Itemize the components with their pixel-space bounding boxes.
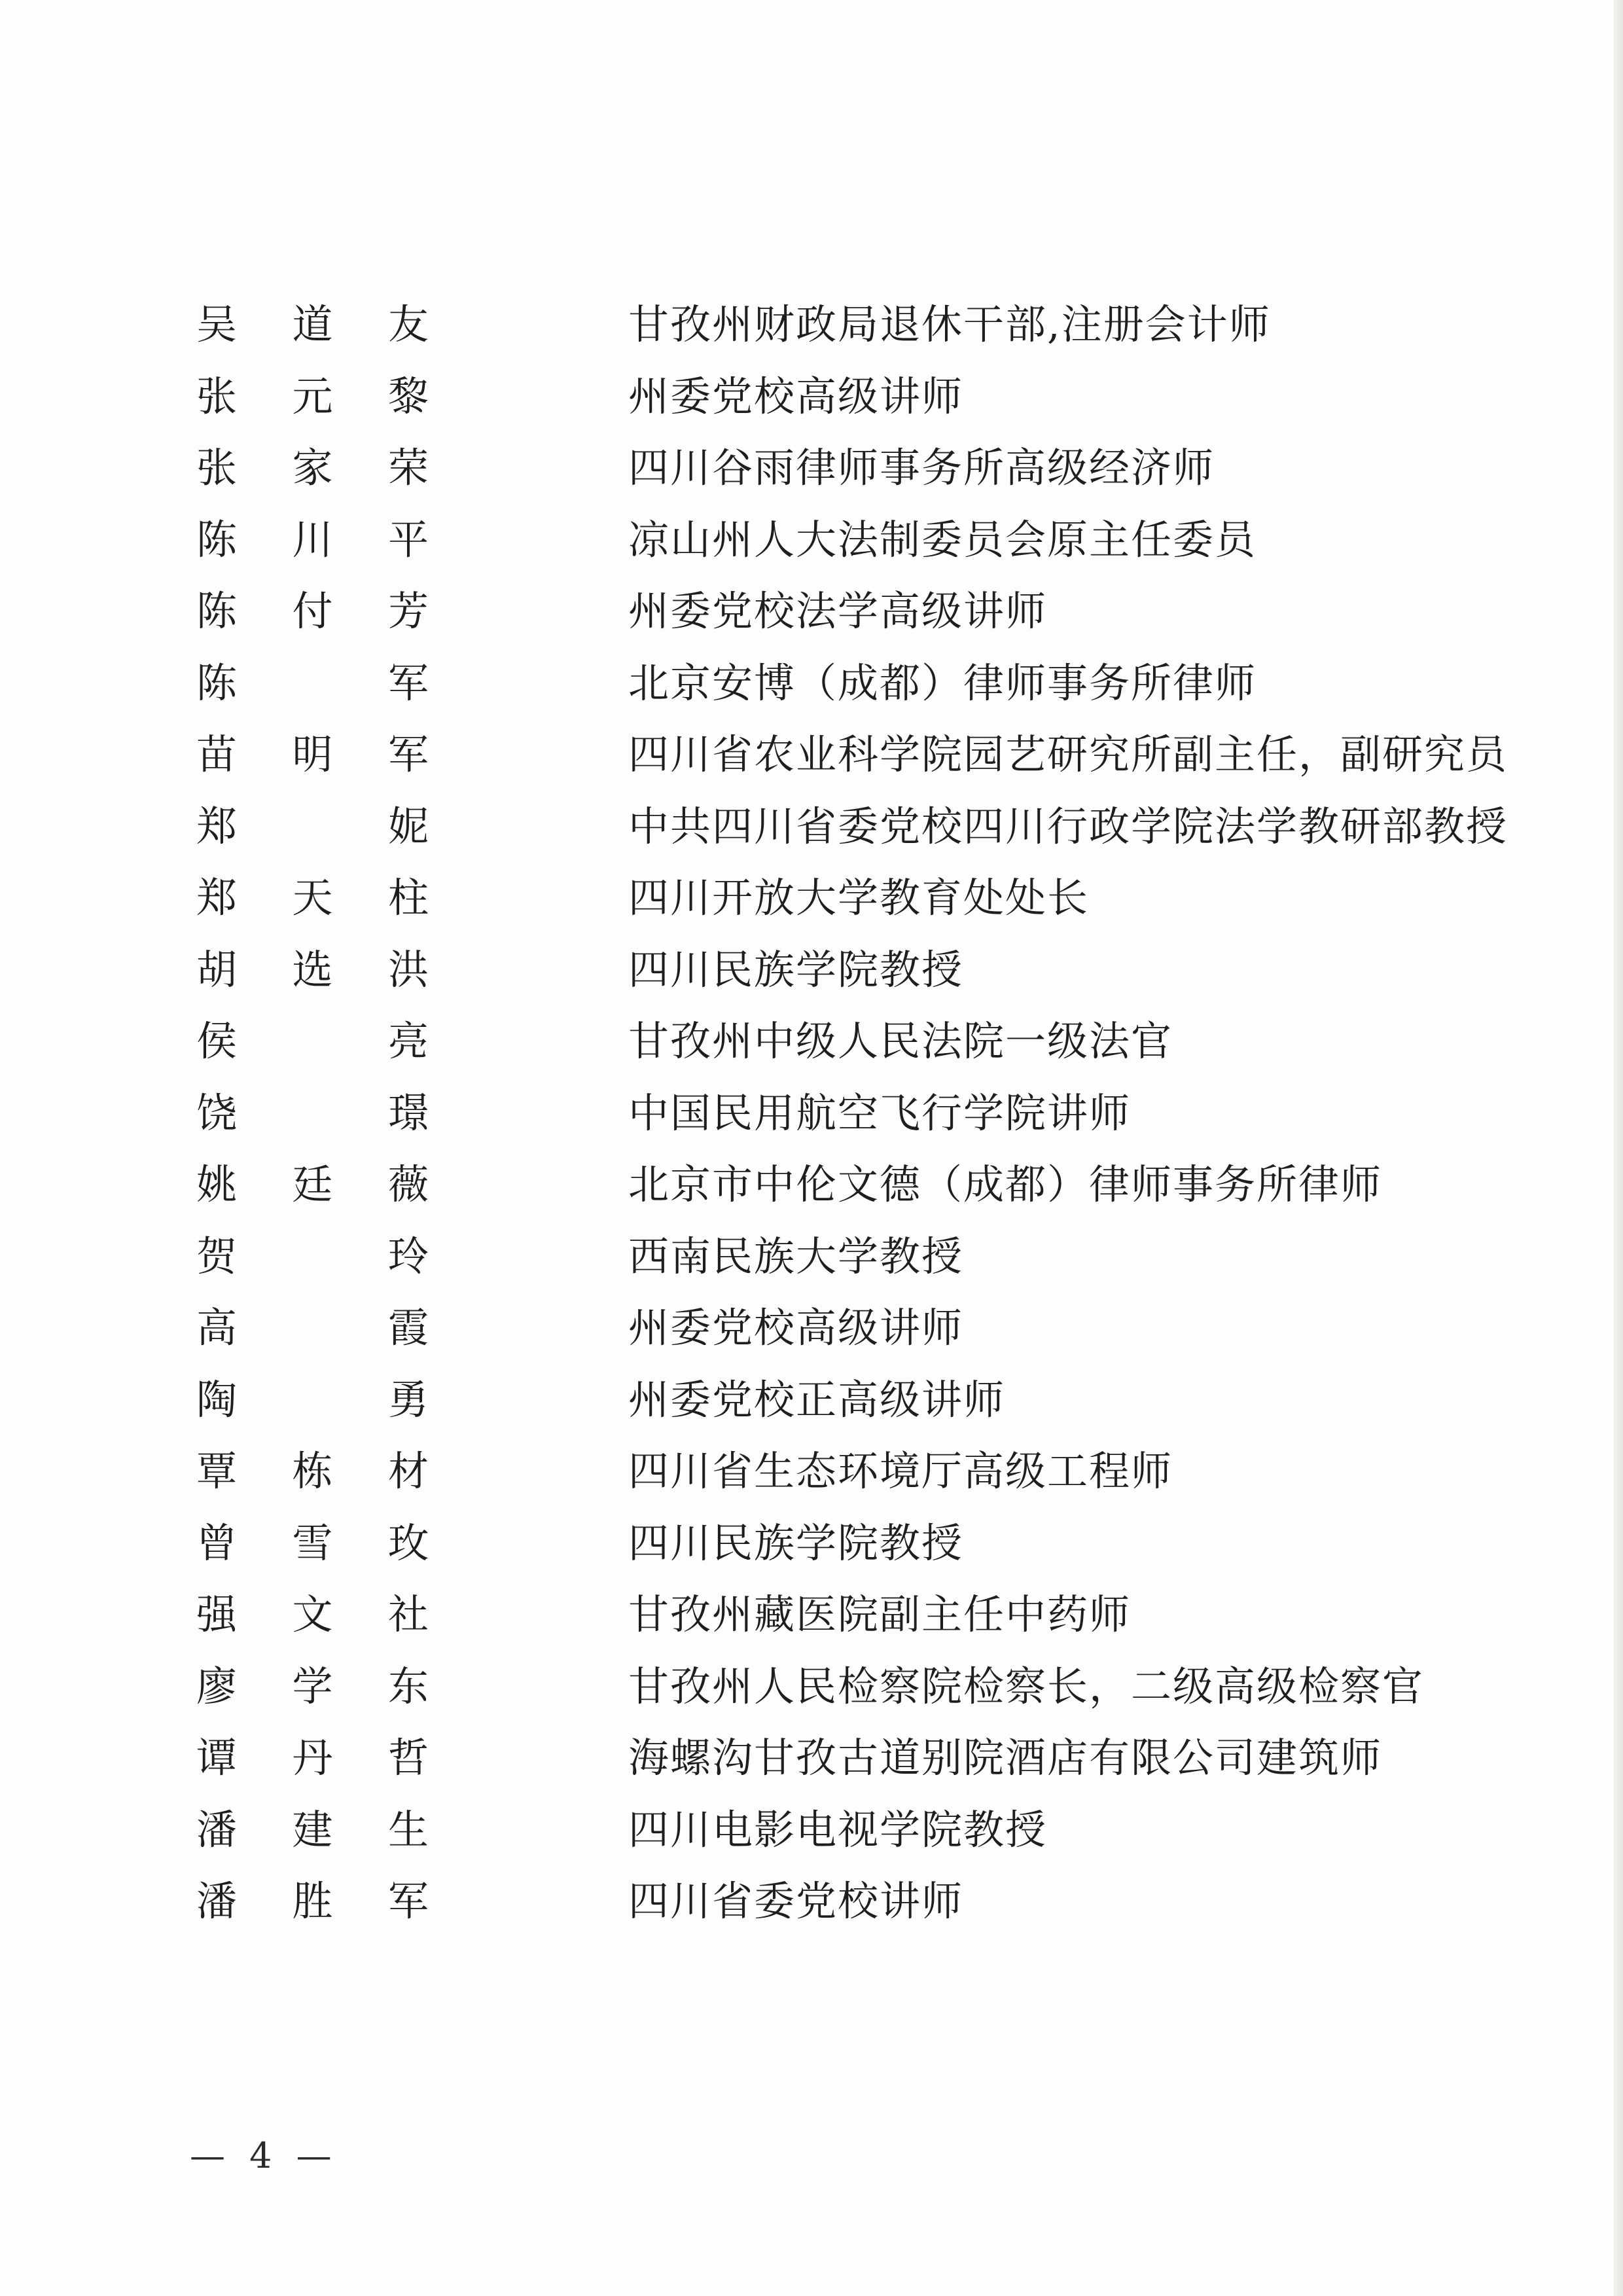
member-role: 甘孜州中级人民法院一级法官	[628, 1017, 1173, 1066]
member-name: 吴 道 友	[196, 300, 429, 349]
member-name: 陈 付 芳	[196, 587, 429, 636]
member-role: 北京安博（成都）律师事务所律师	[628, 658, 1257, 707]
member-name: 郑 妮	[196, 802, 429, 850]
member-name: 曾 雪 玫	[196, 1518, 429, 1567]
list-item	[196, 1719, 1383, 1791]
member-role: 四川省委党校讲师	[628, 1877, 964, 1926]
member-role: 州委党校高级讲师	[628, 1304, 964, 1352]
member-role: 甘孜州财政局退休干部,注册会计师	[628, 300, 1271, 349]
list-item	[196, 931, 964, 1003]
member-name: 陈 川 平	[196, 515, 429, 564]
list-item	[196, 357, 964, 429]
member-name: 郑 天 柱	[196, 874, 429, 922]
list-item	[196, 429, 1215, 501]
list-item	[196, 715, 1508, 787]
member-role: 四川开放大学教育处处长	[628, 874, 1090, 922]
member-role: 州委党校高级讲师	[628, 372, 964, 420]
member-name: 潘 胜 军	[196, 1877, 429, 1926]
list-item	[196, 787, 1508, 859]
list-item	[196, 1791, 1048, 1863]
member-role: 州委党校正高级讲师	[628, 1375, 1006, 1424]
member-name: 潘 建 生	[196, 1805, 429, 1854]
member-name: 侯 亮	[196, 1017, 429, 1066]
member-name: 姚 廷 薇	[196, 1160, 429, 1209]
member-name: 陈 军	[196, 658, 429, 707]
list-item	[196, 1432, 1173, 1504]
member-role: 四川民族学院教授	[628, 1518, 964, 1567]
list-item	[196, 1361, 1006, 1433]
list-item	[196, 501, 1257, 573]
member-name: 张 元 黎	[196, 372, 429, 420]
list-item	[196, 1074, 1132, 1146]
member-role: 四川谷雨律师事务所高级经济师	[628, 444, 1215, 492]
page-edge	[1614, 0, 1623, 2296]
member-name: 贺 玲	[196, 1232, 429, 1280]
member-list	[196, 285, 1508, 1934]
member-name: 廖 学 东	[196, 1662, 429, 1710]
member-name: 强 文 社	[196, 1590, 429, 1639]
list-item	[196, 1289, 964, 1361]
member-role: 西南民族大学教授	[628, 1232, 964, 1280]
list-item	[196, 285, 1271, 357]
list-item	[196, 1217, 964, 1289]
list-item	[196, 1002, 1173, 1074]
member-role: 中共四川省委党校四川行政学院法学教研部教授	[628, 802, 1508, 850]
member-role: 四川省生态环境厅高级工程师	[628, 1447, 1173, 1496]
list-item	[196, 1145, 1383, 1217]
member-name: 张 家 荣	[196, 444, 429, 492]
member-role: 四川电影电视学院教授	[628, 1805, 1048, 1854]
member-role: 甘孜州藏医院副主任中药师	[628, 1590, 1132, 1639]
member-role: 四川民族学院教授	[628, 945, 964, 994]
list-item	[196, 1504, 964, 1576]
member-role: 凉山州人大法制委员会原主任委员	[628, 515, 1257, 564]
member-name: 苗 明 军	[196, 730, 429, 779]
member-role: 中国民用航空飞行学院讲师	[628, 1088, 1132, 1137]
list-item	[196, 1575, 1132, 1647]
member-role: 甘孜州人民检察院检察长，二级高级检察官	[628, 1662, 1425, 1710]
member-name: 覃 栋 材	[196, 1447, 429, 1496]
member-name: 饶 璟	[196, 1088, 429, 1137]
page-number: — 4 —	[190, 2135, 338, 2176]
member-name: 高 霞	[196, 1304, 429, 1352]
member-role: 州委党校法学高级讲师	[628, 587, 1048, 636]
member-role: 四川省农业科学院园艺研究所副主任，副研究员	[628, 730, 1508, 779]
list-item	[196, 1647, 1425, 1719]
list-item	[196, 859, 1090, 931]
member-name: 陶 勇	[196, 1375, 429, 1424]
list-item	[196, 1862, 964, 1934]
member-role: 北京市中伦文德（成都）律师事务所律师	[628, 1160, 1383, 1209]
member-name: 胡 选 洪	[196, 945, 429, 994]
member-name: 谭 丹 哲	[196, 1734, 429, 1782]
list-item	[196, 572, 1048, 644]
list-item	[196, 644, 1257, 716]
member-role: 海螺沟甘孜古道别院酒店有限公司建筑师	[628, 1734, 1383, 1782]
